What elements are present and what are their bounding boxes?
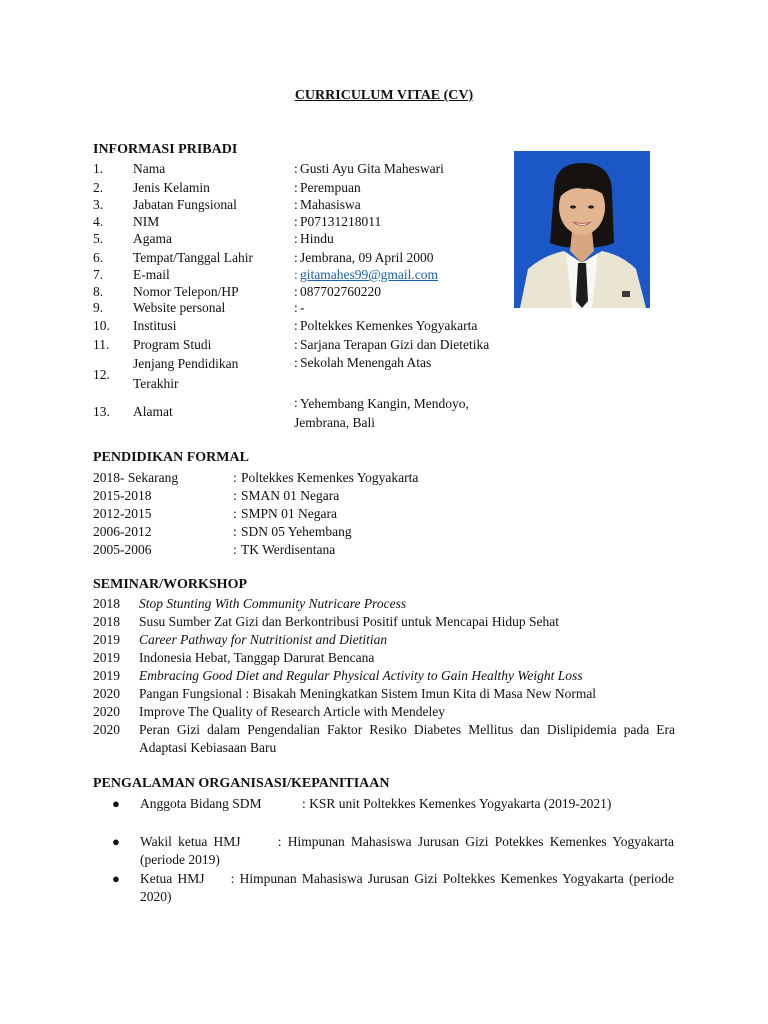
row-value: Gusti Ayu Gita Maheswari [300, 161, 444, 176]
row-number: 5. [93, 231, 104, 246]
row-label: Tempat/Tanggal Lahir [133, 250, 253, 265]
seminar-year: 2018 [93, 596, 120, 611]
bullet-icon: ● [112, 834, 120, 849]
education-school: SMPN 01 Negara [241, 506, 337, 521]
row-label: Program Studi [133, 337, 212, 352]
row-label: Jenjang Pendidikan Terakhir [133, 356, 239, 391]
row-value: Mahasiswa [300, 197, 361, 212]
colon: : [294, 180, 298, 195]
colon: : [294, 197, 298, 212]
row-label: Alamat [133, 404, 173, 419]
seminar-title: Indonesia Hebat, Tanggap Darurat Bencana [139, 650, 375, 665]
seminar-title: Embracing Good Diet and Regular Physical Activity to Gain Healthy Weight Loss [139, 668, 583, 683]
education-year: 2005-2006 [93, 542, 152, 557]
seminar-title: Improve The Quality of Research Article with Mendeley [139, 704, 446, 719]
portrait-illustration [514, 151, 650, 308]
info-row-education-level [93, 354, 533, 394]
seminar-title: Susu Sumber Zat Gizi dan Berkontribusi Positif untuk Mencapai Hidup Sehat [139, 614, 559, 629]
organization-text: Ketua HMJ : Himpunan Mahasiswa Jurusan Gizi Poltekkes Kemenkes Yogyakarta (periode 2020) [140, 871, 678, 904]
row-number: 1. [93, 161, 104, 176]
row-number: 8. [93, 284, 104, 299]
row-label: Jabatan Fungsional [133, 197, 237, 212]
row-value: Hindu [300, 231, 334, 246]
row-number: 12. [93, 367, 110, 382]
colon: : [233, 470, 237, 485]
row-value: P07131218011 [300, 214, 382, 229]
page-title: CURRICULUM VITAE (CV) [294, 88, 474, 103]
education-year: 2012-2015 [93, 506, 152, 521]
row-value: Jembrana, 09 April 2000 [300, 250, 434, 265]
education-school: Poltekkes Kemenkes Yogyakarta [241, 470, 419, 485]
seminar-year: 2019 [93, 650, 120, 665]
colon: : [294, 395, 298, 410]
section-heading-organization: PENGALAMAN ORGANISASI/KEPANITIAAN [93, 776, 390, 791]
colon: : [294, 337, 298, 352]
colon: : [294, 231, 298, 246]
row-number: 3. [93, 197, 104, 212]
row-value: Sarjana Terapan Gizi dan Dietetika [300, 337, 490, 352]
row-number: 11. [93, 337, 110, 352]
seminar-year: 2020 [93, 686, 120, 701]
email-link[interactable]: gitamahes99@gmail.com [300, 267, 439, 282]
education-school: TK Werdisentana [241, 542, 336, 557]
colon: : [294, 355, 298, 370]
profile-photo [514, 151, 650, 308]
bullet-icon: ● [112, 871, 120, 886]
row-label: Website personal [133, 300, 226, 315]
row-label: Jenis Kelamin [133, 180, 210, 195]
row-number: 2. [93, 180, 104, 195]
colon: : [233, 506, 237, 521]
colon: : [294, 284, 298, 299]
row-label: Nama [133, 161, 166, 176]
education-school: SDN 05 Yehembang [241, 524, 352, 539]
seminar-year: 2019 [93, 632, 120, 647]
row-label: NIM [133, 214, 160, 229]
section-heading-seminar: SEMINAR/WORKSHOP [93, 577, 248, 592]
colon: : [233, 524, 237, 539]
seminar-title: Career Pathway for Nutritionist and Dietitian [139, 632, 388, 647]
row-value: Sekolah Menengah Atas [300, 355, 432, 370]
row-value: 087702760220 [300, 284, 381, 299]
seminar-year: 2020 [93, 704, 120, 719]
colon: : [294, 300, 298, 315]
row-value: - [300, 300, 305, 315]
row-label: Agama [133, 231, 172, 246]
education-year: 2006-2012 [93, 524, 152, 539]
row-value: Poltekkes Kemenkes Yogyakarta [300, 318, 478, 333]
row-number: 6. [93, 250, 104, 265]
colon: : [233, 488, 237, 503]
row-number: 7. [93, 267, 104, 282]
organization-text: Wakil ketua HMJ : Himpunan Mahasiswa Jurusan Gizi Potekkes Kemenkes Yogyakarta (periode 2019) [140, 834, 678, 867]
row-value: Perempuan [300, 180, 361, 195]
colon: : [294, 267, 298, 282]
section-heading-personal: INFORMASI PRIBADI [93, 142, 238, 157]
seminar-year: 2019 [93, 668, 120, 683]
row-value: Yehembang Kangin, Mendoyo, Jembrana, Bali [294, 396, 469, 430]
seminar-year: 2018 [93, 614, 120, 629]
row-label: Nomor Telepon/HP [133, 284, 239, 299]
colon: : [294, 161, 298, 176]
seminar-title: Stop Stunting With Community Nutricare Process [139, 596, 407, 611]
row-label: Institusi [133, 318, 177, 333]
row-number: 9. [93, 300, 104, 315]
bullet-icon: ● [112, 796, 120, 811]
seminar-title: Peran Gizi dalam Pengendalian Faktor Resiko Diabetes Mellitus dan Dislipidemia pada Era Adaptasi Kebiasaan Baru [139, 722, 675, 755]
colon: : [294, 214, 298, 229]
info-row-address [93, 394, 533, 434]
row-number: 10. [93, 318, 110, 333]
row-number: 13. [93, 404, 110, 419]
row-number: 4. [93, 214, 104, 229]
education-school: SMAN 01 Negara [241, 488, 340, 503]
colon: : [294, 250, 298, 265]
seminar-title: Pangan Fungsional : Bisakah Meningkatkan Sistem Imun Kita di Masa New Normal [139, 686, 597, 701]
education-year: 2018- Sekarang [93, 470, 179, 485]
section-heading-education: PENDIDIKAN FORMAL [93, 450, 249, 465]
row-label: E-mail [133, 267, 170, 282]
seminar-year: 2020 [93, 722, 120, 737]
organization-text: Anggota Bidang SDM : KSR unit Poltekkes Kemenkes Yogyakarta (2019-2021) [140, 796, 612, 811]
colon: : [294, 318, 298, 333]
education-year: 2015-2018 [93, 488, 152, 503]
colon: : [233, 542, 237, 557]
